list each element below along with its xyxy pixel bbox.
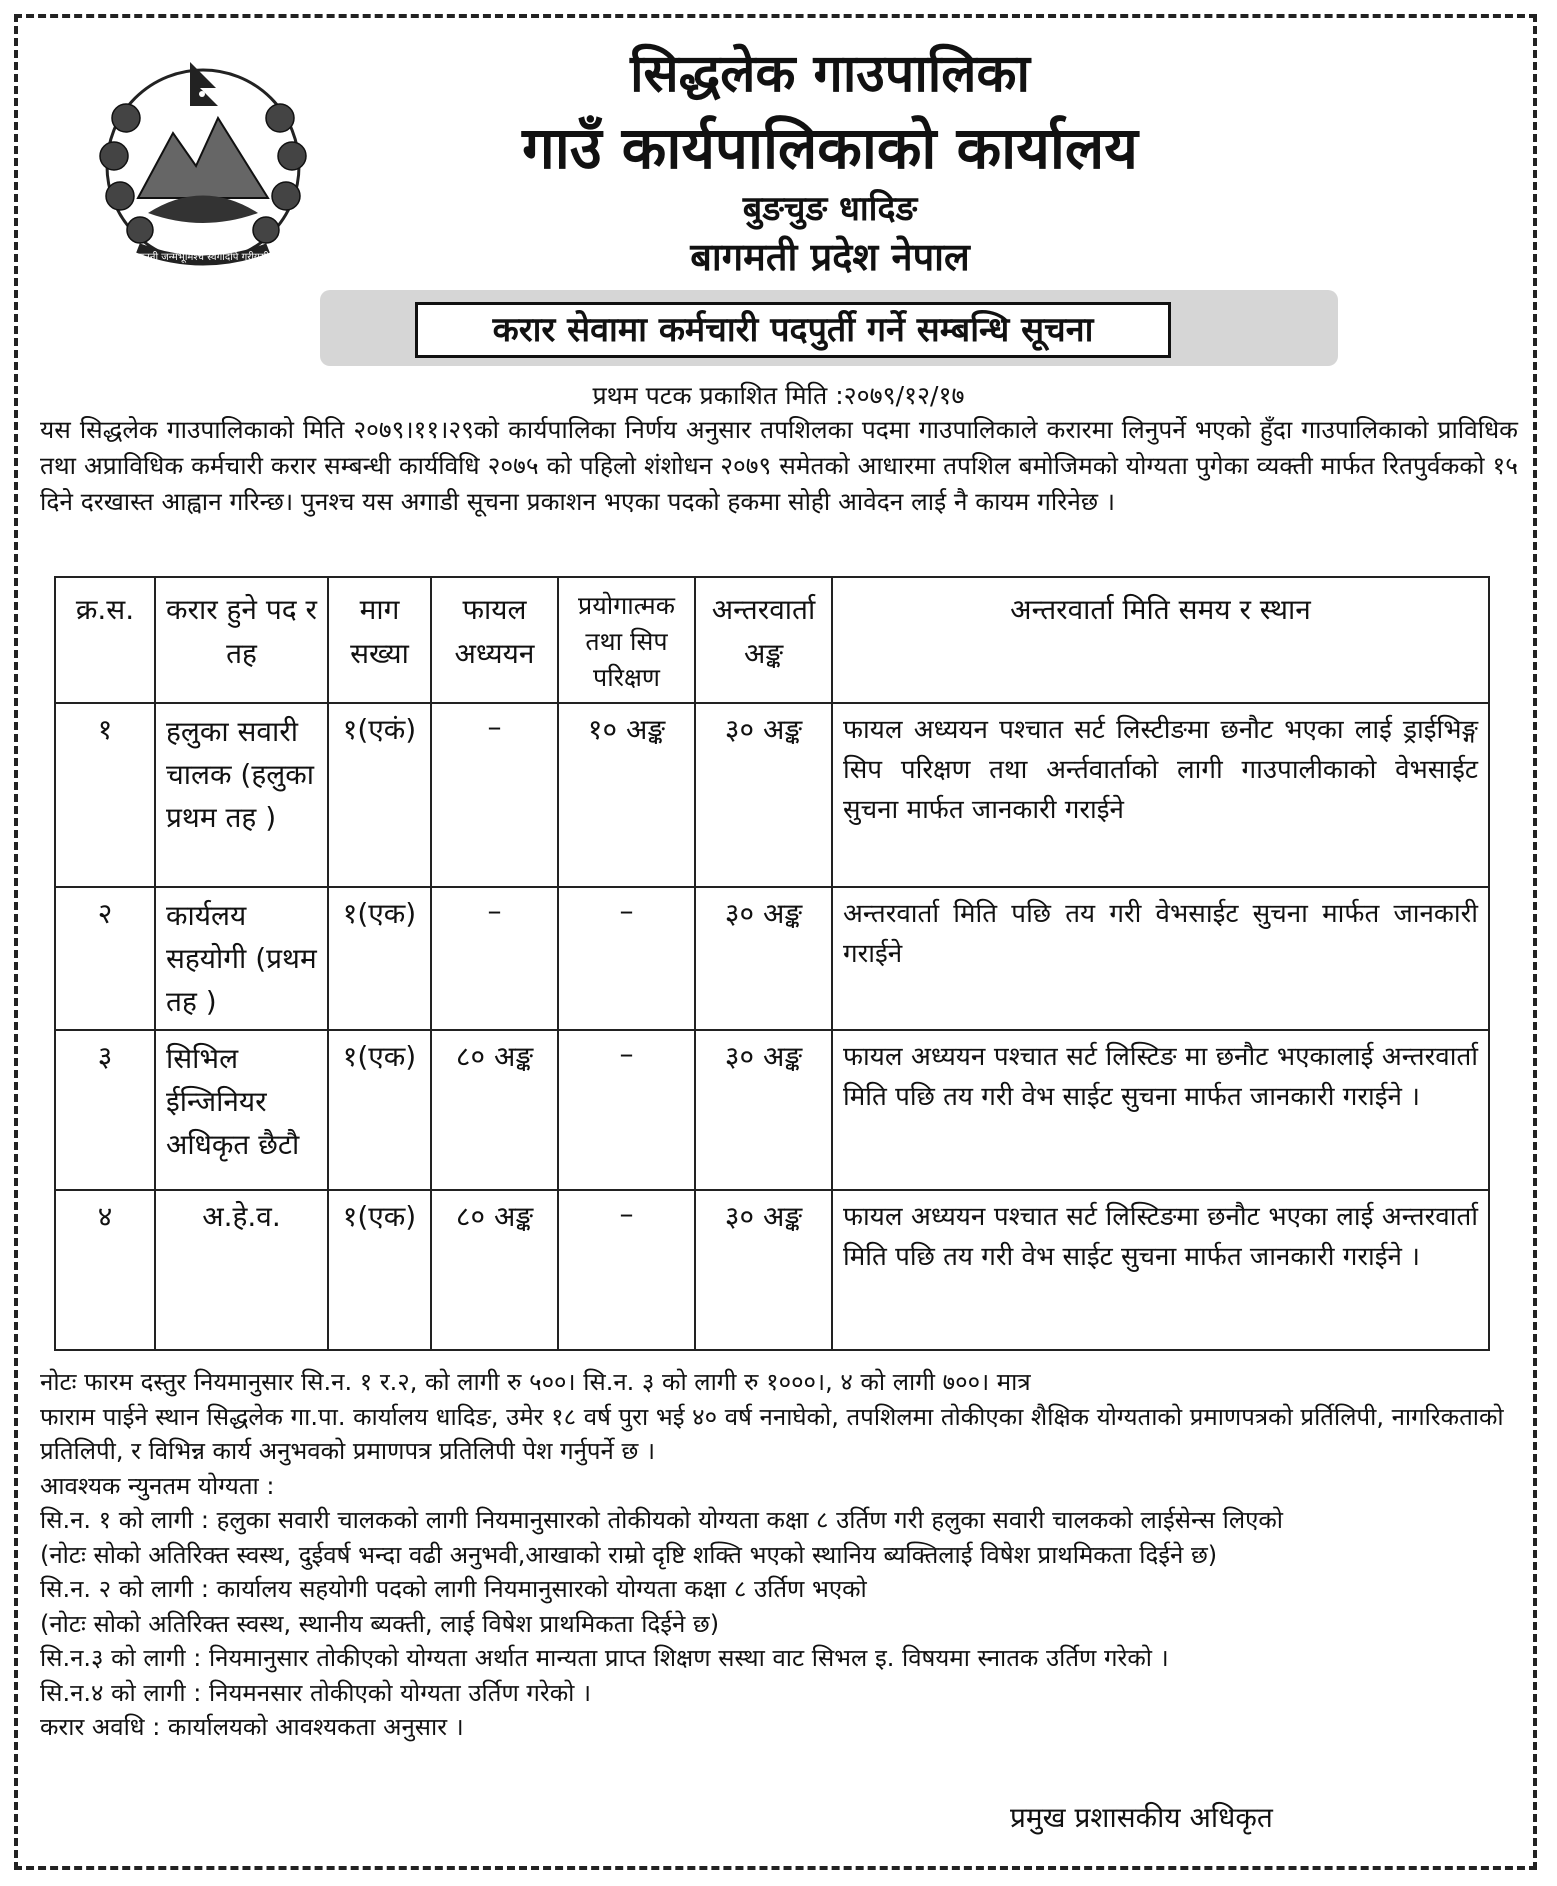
cell-post: अ.हे.व. — [155, 1190, 328, 1350]
cell-interview-details: फायल अध्ययन पश्चात सर्ट लिस्टीङमा छनौट भएका लाई ड्राईभिङ्ग सिप परिक्षण तथा अर्न्तवार्ताको लागी गाउपालीकाको वेभसाईट सुचना मार्फत जानकारी गराईने — [832, 703, 1489, 887]
cell-sn: ३ — [55, 1030, 155, 1190]
cell-post: हलुका सवारी चालक (हलुका प्रथम तह ) — [155, 703, 328, 887]
nepal-emblem-icon — [78, 48, 328, 276]
table-row — [55, 1030, 1489, 1190]
intro-paragraph: यस सिद्धलेक गाउपालिकाको मिति २०७९।११।२९को कार्यपालिका निर्णय अनुसार तपशिलका पदमा गाउपालिकाले करारमा लिनुपर्ने भएको हुँदा गाउपालिकाको प्राविधिक तथा अप्राविधिक कर्मचारी करार सम्बन्धी कार्यविधि २०७५ को पहिलो शंशोधन २०७९ समेतको आधारमा तपशिल बमोजिमको योग्यता पुगेका व्यक्ती मार्फत रितपुर्वकको १५ दिने दरखास्त आह्वान गरिन्छ। पुनश्च यस अगाडी सूचना प्रकाशन भएका पदको हकमा सोही आवेदन लाई नै कायम गरिनेछ । — [40, 415, 1518, 516]
emblem-motto: जननी जन्मभूमिश्च स्वर्गादपि गरीयसी — [136, 252, 270, 263]
table-row — [55, 1190, 1489, 1350]
qualification-heading: आवश्यक न्युनतम योग्यता : — [40, 1471, 275, 1500]
cell-interview-marks: ३० अङ्क — [695, 1030, 832, 1190]
posts-table — [54, 576, 1490, 1351]
cell-post: सिभिल ईन्जिनियर अधिकृत छैटौ — [155, 1030, 328, 1190]
qualification-sn2-note: (नोटः सोको अतिरिक्त स्वस्थ, स्थानीय ब्यक्ती, लाई विषेश प्राथमिकता दिईने छ) — [40, 1609, 720, 1638]
office-name: गाउँ कार्यपालिकाको कार्यालय — [522, 114, 1138, 182]
cell-sn: ४ — [55, 1190, 155, 1350]
col-header-practical: प्रयोगात्मक तथा सिप परिक्षण — [558, 577, 695, 703]
signature-title: प्रमुख प्रशासकीय अधिकृत — [1010, 1801, 1273, 1834]
cell-interview-details: अन्तरवार्ता मिति पछि तय गरी वेभसाईट सुचना मार्फत जानकारी गराईने — [832, 887, 1489, 1030]
qualification-sn4: सि.न.४ को लागी : नियमनसार तोकीएको योग्यता उर्तिण गरेको । — [40, 1678, 592, 1707]
fee-note: नोटः फारम दस्तुर नियमानुसार सि.न. १ र.२, को लागी रु ५००। सि.न. ३ को लागी रु १०००।, ४ को लागी ७००। मात्र — [40, 1368, 1031, 1396]
qualification-sn3: सि.न.३ को लागी : नियमानुसार तोकीएको योग्यता अर्थात मान्यता प्राप्त शिक्षण सस्था वाट सिभल इ. विषयमा स्नातक उर्तिण गरेको । — [40, 1644, 1169, 1672]
qualification-sn2: सि.न. २ को लागी : कार्यालय सहयोगी पदको लागी नियमानुसारको योग्यता कक्षा ८ उर्तिण भएको — [40, 1575, 867, 1603]
cell-interview-marks: ३० अङ्क — [695, 887, 832, 1030]
cell-demand: १(एक) — [328, 1030, 431, 1190]
footer-notes — [40, 1365, 1520, 1745]
table-row — [55, 887, 1489, 1030]
cell-interview-details: फायल अध्ययन पश्चात सर्ट लिस्टिङमा छनौट भएका लाई अन्तरवार्ता मिति पछि तय गरी वेभ साईट सुचना मार्फत जानकारी गराईने । — [832, 1190, 1489, 1350]
cell-file-study: ८० अङ्क — [431, 1190, 558, 1350]
office-location: बुङचुङ धादिङ — [742, 189, 918, 229]
cell-interview-details: फायल अध्ययन पश्चात सर्ट लिस्टिङ मा छनौट भएकालाई अन्तरवार्ता मिति पछि तय गरी वेभ साईट सुचना मार्फत जानकारी गराईने । — [832, 1030, 1489, 1190]
cell-practical: – — [558, 1030, 695, 1190]
notice-title: करार सेवामा कर्मचारी पदपुर्ती गर्ने सम्बन्धि सूचना — [415, 302, 1171, 358]
col-header-post: करार हुने पद र तह — [155, 577, 328, 703]
cell-file-study: – — [431, 887, 558, 1030]
cell-demand: १(एक) — [328, 887, 431, 1030]
cell-practical: १० अङ्क — [558, 703, 695, 887]
col-header-sn: क्र.स. — [55, 577, 155, 703]
contract-duration: करार अवधि : कार्यालयको आवश्यकता अनुसार । — [40, 1713, 464, 1741]
col-header-demand: माग सख्या — [328, 577, 431, 703]
municipality-name: सिद्धलेक गाउपालिका — [630, 44, 1030, 104]
col-header-interview-marks: अन्तरवार्ता अङ्क — [695, 577, 832, 703]
table-header-row — [55, 577, 1489, 703]
cell-practical: – — [558, 887, 695, 1030]
table-row — [55, 703, 1489, 887]
qualification-sn1-note: (नोटः सोको अतिरिक्त स्वस्थ, दुईवर्ष भन्दा वढी अनुभवी,आखाको राम्रो दृष्टि शक्ति भएको स्थानिय ब्यक्तिलाई विषेश प्राथमिकता दिईने छ) — [40, 1540, 1218, 1569]
col-header-file-study: फायल अध्ययन — [431, 577, 558, 703]
cell-interview-marks: ३० अङ्क — [695, 1190, 832, 1350]
cell-demand: १(एकं) — [328, 703, 431, 887]
col-header-interview-details: अन्तरवार्ता मिति समय र स्थान — [832, 577, 1489, 703]
cell-interview-marks: ३० अङ्क — [695, 703, 832, 887]
cell-sn: २ — [55, 887, 155, 1030]
province-country: बागमती प्रदेश नेपाल — [690, 235, 970, 279]
cell-file-study: ८० अङ्क — [431, 1030, 558, 1190]
cell-demand: १(एक) — [328, 1190, 431, 1350]
qualification-sn1: सि.न. १ को लागी : हलुका सवारी चालकको लागी नियमानुसारको तोकीयको योग्यता कक्षा ८ उर्तिण गरी हलुका सवारी चालकको लाईसेन्स लिएको — [40, 1506, 1284, 1534]
form-location-note: फाराम पाईने स्थान सिद्धलेक गा.पा. कार्यालय धादिङ, उमेर १८ वर्ष पुरा भई ४० वर्ष ननाघेको, तपशिलमा तोकीएका शैक्षिक योग्यताको प्रमाणपत्रको प्रर्तिलिपी, नागरिकताको प्रतिलिपी, र विभिन्न कार्य अनुभवको प्रमाणपत्र प्रतिलिपी पेश गर्नुपर्ने छ । — [40, 1402, 1504, 1465]
cell-practical: – — [558, 1190, 695, 1350]
cell-file-study: – — [431, 703, 558, 887]
published-date: प्रथम पटक प्रकाशित मिति :२०७९/१२/१७ — [592, 381, 965, 410]
cell-sn: १ — [55, 703, 155, 887]
cell-post: कार्यलय सहयोगी (प्रथम तह ) — [155, 887, 328, 1030]
